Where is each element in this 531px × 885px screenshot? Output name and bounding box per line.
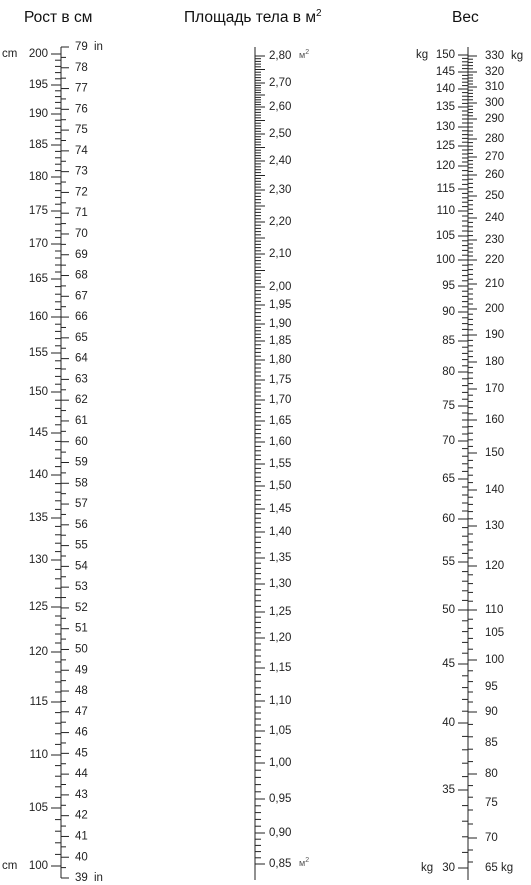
weight-kg-label: 120 — [435, 160, 455, 173]
weight-lb-label: 330 — [485, 50, 505, 63]
height-in-label: 56 — [75, 518, 88, 531]
height-cm-label: 170 — [28, 238, 48, 251]
bsa-label: 1,40 — [269, 526, 292, 539]
weight-lb-label: 310 — [485, 81, 505, 94]
height-cm-label: 165 — [28, 273, 48, 286]
height-cm-label: 105 — [28, 802, 48, 815]
bsa-unit-top: $м^2$ — [299, 48, 310, 61]
weight-lb-label: 150 — [485, 447, 505, 460]
weight-kg-label: 55 — [442, 556, 455, 569]
height-in-label: 43 — [75, 788, 88, 801]
bsa-label: 2,40 — [269, 155, 292, 168]
height-cm-label: 130 — [28, 554, 48, 567]
weight-kg-label: 80 — [442, 366, 455, 379]
weight-lb-label: 320 — [485, 66, 505, 79]
weight-lb-label: 300 — [485, 97, 505, 110]
weight-kg-label: 95 — [442, 280, 455, 293]
height-in-label: 70 — [75, 228, 88, 241]
height-in-label: 75 — [75, 124, 88, 137]
height-in-label: 77 — [75, 82, 88, 95]
height-in-unit-top: in — [94, 41, 103, 54]
bsa-label: 1,90 — [269, 318, 292, 331]
bsa-label: 2,20 — [269, 216, 292, 229]
height-in-label: 39 — [75, 872, 88, 885]
weight-kg-label: 45 — [442, 658, 455, 671]
bsa-label: 2,80 — [269, 50, 292, 63]
weight-lb-label: 190 — [485, 329, 505, 342]
bsa-label: 1,50 — [269, 480, 292, 493]
height-cm-label: 110 — [29, 749, 48, 762]
weight-kg-label: 125 — [435, 140, 455, 153]
weight-lb-label: 280 — [485, 133, 505, 146]
height-cm-label: 195 — [28, 79, 48, 92]
height-in-label: 48 — [75, 685, 88, 698]
height-cm-label: 190 — [28, 108, 48, 121]
weight-lb-label: 65 — [485, 862, 498, 875]
height-in-label: 74 — [75, 144, 88, 157]
bsa-label: 1,15 — [269, 662, 292, 675]
weight-kg-label: 110 — [436, 205, 455, 218]
height-cm-label: 135 — [28, 512, 48, 525]
height-in-label: 52 — [75, 601, 88, 614]
weight-kg-unit-bottom: kg — [421, 862, 434, 875]
weight-lb-label: 200 — [485, 303, 505, 316]
weight-kg-label: 105 — [435, 230, 455, 243]
height-cm-label: 140 — [28, 469, 48, 482]
weight-lb-label: 95 — [485, 681, 498, 694]
weight-lb-label: 230 — [485, 234, 505, 247]
weight-lb-label: 140 — [485, 484, 505, 497]
height-in-label: 69 — [75, 248, 88, 261]
height-cm-label: 145 — [28, 427, 48, 440]
bsa-label: 1,80 — [269, 354, 292, 367]
height-in-label: 53 — [75, 581, 88, 594]
weight-lb-label: 250 — [485, 190, 505, 203]
height-cm-label: 180 — [28, 171, 48, 184]
weight-lb-label: 210 — [485, 278, 505, 291]
weight-kg-label: 115 — [436, 183, 455, 196]
weight-lb-label: 170 — [485, 383, 505, 396]
weight-scale — [416, 47, 523, 880]
weight-kg-unit-top: kg — [416, 49, 429, 62]
height-in-label: 57 — [75, 498, 88, 511]
weight-lb-label: 105 — [485, 627, 505, 640]
bsa-label: 2,30 — [269, 184, 292, 197]
height-cm-label: 200 — [28, 48, 48, 61]
bsa-label: 1,25 — [269, 606, 292, 619]
height-in-label: 58 — [75, 477, 88, 490]
weight-lb-label: 260 — [485, 169, 505, 182]
height-in-label: 40 — [75, 851, 88, 864]
bsa-label: 1,05 — [269, 725, 292, 738]
height-in-label: 59 — [75, 456, 88, 469]
weight-lb-unit-bottom: kg — [501, 862, 514, 875]
weight-lb-label: 100 — [485, 654, 505, 667]
height-cm-label: 120 — [28, 646, 48, 659]
height-in-label: 63 — [75, 373, 88, 386]
weight-kg-label: 35 — [442, 784, 455, 797]
weight-lb-label: 270 — [485, 151, 505, 164]
bsa-label: 1,00 — [269, 757, 292, 770]
weight-lb-label: 85 — [485, 737, 498, 750]
bsa-column-title: Площадь тела в $м^2$ — [184, 8, 322, 26]
height-scale — [2, 41, 103, 884]
height-in-label: 50 — [75, 643, 88, 656]
height-in-label: 60 — [75, 435, 88, 448]
height-in-label: 67 — [75, 290, 88, 303]
weight-lb-label: 70 — [485, 832, 498, 845]
height-cm-label: 100 — [28, 860, 48, 873]
height-cm-label: 155 — [28, 347, 48, 360]
height-in-label: 73 — [75, 165, 88, 178]
bsa-label: 1,85 — [269, 335, 292, 348]
weight-lb-label: 220 — [485, 254, 505, 267]
height-in-label: 68 — [75, 269, 88, 282]
height-in-label: 61 — [75, 414, 88, 427]
bsa-label: 1,70 — [269, 394, 292, 407]
height-in-label: 44 — [75, 768, 88, 781]
height-in-label: 42 — [75, 809, 88, 822]
weight-lb-label: 120 — [485, 560, 505, 573]
height-in-label: 41 — [75, 830, 88, 843]
weight-lb-label: 130 — [485, 520, 505, 533]
weight-lb-label: 290 — [485, 113, 505, 126]
weight-kg-label: 150 — [435, 49, 455, 62]
height-in-label: 54 — [75, 560, 88, 573]
height-in-label: 76 — [75, 103, 88, 116]
height-in-label: 66 — [75, 311, 88, 324]
bsa-label: 1,55 — [269, 458, 292, 471]
bsa-label: 2,60 — [269, 101, 292, 114]
bsa-unit-bottom: $м^2$ — [299, 856, 310, 869]
weight-lb-label: 110 — [485, 604, 504, 617]
weight-kg-label: 50 — [442, 604, 455, 617]
height-cm-label: 160 — [28, 311, 48, 324]
bsa-label: 1,95 — [269, 299, 292, 312]
weight-lb-label: 90 — [485, 706, 498, 719]
height-cm-label: 115 — [29, 696, 48, 709]
weight-lb-label: 80 — [485, 768, 498, 781]
height-in-label: 51 — [75, 622, 88, 635]
bsa-label: 1,35 — [269, 552, 292, 565]
weight-lb-unit-top: kg — [511, 50, 524, 63]
weight-kg-label: 140 — [435, 83, 455, 96]
weight-kg-label: 70 — [442, 435, 455, 448]
height-cm-label: 125 — [28, 601, 48, 614]
weight-kg-label: 90 — [442, 306, 455, 319]
bsa-label: 1,30 — [269, 578, 292, 591]
weight-kg-label: 100 — [435, 254, 455, 267]
weight-kg-label: 130 — [435, 121, 455, 134]
bsa-scale — [255, 47, 309, 880]
height-cm-label: 185 — [28, 139, 48, 152]
bsa-label: 1,45 — [269, 503, 292, 516]
height-in-label: 62 — [75, 394, 88, 407]
height-in-label: 55 — [75, 539, 88, 552]
height-in-label: 79 — [75, 41, 88, 54]
weight-kg-label: 60 — [442, 513, 455, 526]
weight-lb-label: 75 — [485, 797, 498, 810]
weight-lb-label: 160 — [485, 414, 505, 427]
height-column-title: Рост в см — [24, 9, 93, 26]
height-in-label: 72 — [75, 186, 88, 199]
bsa-label: 1,20 — [269, 632, 292, 645]
height-in-label: 46 — [75, 726, 88, 739]
height-in-unit-bottom: in — [94, 872, 103, 885]
bsa-label: 2,00 — [269, 281, 292, 294]
height-in-label: 65 — [75, 331, 88, 344]
height-in-label: 64 — [75, 352, 88, 365]
bsa-label: 1,65 — [269, 415, 292, 428]
weight-column-title: Вес — [452, 9, 479, 26]
bsa-label: 1,10 — [269, 695, 292, 708]
height-in-label: 49 — [75, 664, 88, 677]
height-cm-unit-bottom: cm — [2, 860, 18, 873]
height-in-label: 45 — [75, 747, 88, 760]
height-in-label: 47 — [75, 705, 88, 718]
weight-kg-label: 145 — [435, 66, 455, 79]
weight-kg-label: 30 — [442, 862, 455, 875]
height-cm-label: 175 — [28, 205, 48, 218]
bsa-label: 0,90 — [269, 827, 292, 840]
height-in-label: 71 — [75, 207, 88, 220]
height-in-label: 78 — [75, 61, 88, 74]
bsa-label: 1,60 — [269, 436, 292, 449]
height-cm-label: 150 — [28, 386, 48, 399]
bsa-label: 2,50 — [269, 128, 292, 141]
weight-lb-label: 240 — [485, 212, 505, 225]
weight-kg-label: 75 — [442, 400, 455, 413]
bsa-label: 2,10 — [269, 248, 292, 261]
weight-lb-label: 180 — [485, 356, 505, 369]
weight-kg-label: 135 — [435, 101, 455, 114]
bsa-label: 0,95 — [269, 793, 292, 806]
weight-kg-label: 85 — [442, 335, 455, 348]
bsa-label: 0,85 — [269, 858, 292, 871]
bsa-label: 2,70 — [269, 77, 292, 90]
weight-kg-label: 65 — [442, 473, 455, 486]
height-cm-unit-top: cm — [2, 48, 18, 61]
bsa-label: 1,75 — [269, 374, 292, 387]
weight-kg-label: 40 — [442, 717, 455, 730]
